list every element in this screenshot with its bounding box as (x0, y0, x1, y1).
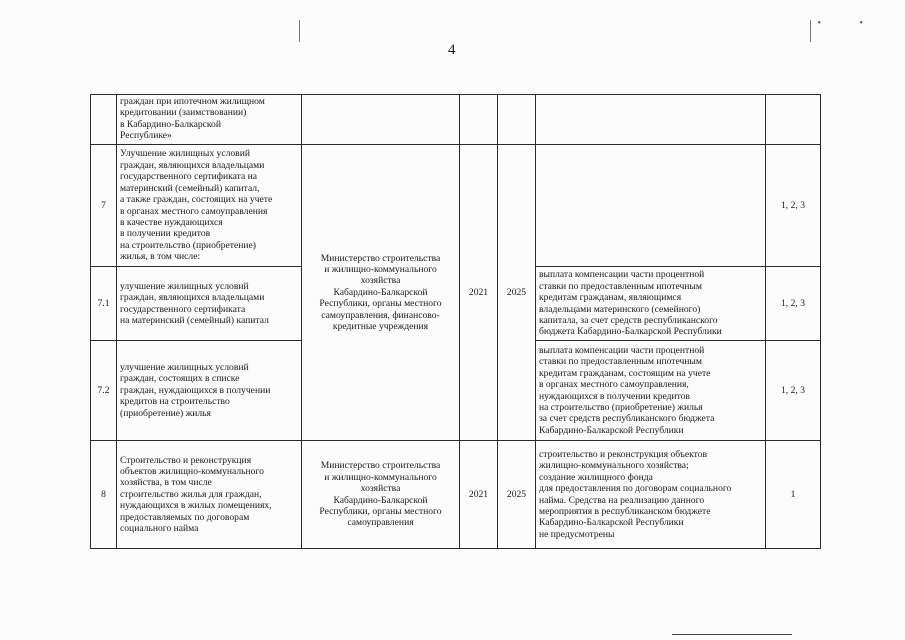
row-year-end: 2025 (498, 441, 536, 549)
row-year-start: 2021 (460, 145, 498, 441)
row-indicator: 1 (766, 441, 821, 549)
row-number: 7 (91, 145, 117, 267)
row-organization: Министерство строительства и жилищно-коммунального хозяйства Кабардино-Балкарской Республики, органы местного самоуправления, финансово- кредитные учреждения (302, 145, 460, 441)
row-description: граждан при ипотечном жилищном кредитовании (заимствовании) в Кабардино-Балкарской Республике» (117, 95, 302, 145)
row-description: улучшение жилищных условий граждан, состоящих в списке граждан, нуждающихся в получении кредитов на строительство (приобретение) жилья (117, 341, 302, 441)
page-number: 4 (448, 42, 456, 58)
row-note: выплата компенсации части процентной ставки по предоставленным ипотечным кредитам гражданам, состоящим на учете в органах местного самоуправления, нуждающихся в получении кредитов на строительство (приобретение) жилья за счет средств республиканского бюджета Кабардино-Балкарской Республики (536, 341, 766, 441)
row-number (91, 95, 117, 145)
scan-edge-mark-left (299, 20, 300, 42)
scan-corner-dots: • • (817, 18, 881, 29)
row-organization (302, 95, 460, 145)
row-year-start: 2021 (460, 441, 498, 549)
row-note: выплата компенсации части процентной ставки по предоставленным ипотечным кредитам гражданам, являющимся владельцами материнского (семейного) капитала, за счет средств республиканского бюджета Кабардино-Балкарской Республики (536, 267, 766, 341)
measures-table (90, 94, 821, 549)
row-indicator: 1, 2, 3 (766, 341, 821, 441)
row-indicator (766, 95, 821, 145)
row-indicator: 1, 2, 3 (766, 145, 821, 267)
row-organization: Министерство строительства и жилищно-коммунального хозяйства Кабардино-Балкарской Республики, органы местного самоуправления (302, 441, 460, 549)
row-note (536, 145, 766, 267)
row-note: строительство и реконструкция объектов жилищно-коммунального хозяйства; создание жилищного фонда для предоставления по договорам социального найма. Средства на реализацию данного мероприятия в республиканском бюджете Кабардино-Балкарской Республики не предусмотрены (536, 441, 766, 549)
row-description: улучшение жилищных условий граждан, являющихся владельцами государственного сертификата на материнский (семейный) капитал (117, 267, 302, 341)
row-year-end (498, 95, 536, 145)
row-indicator: 1, 2, 3 (766, 267, 821, 341)
row-description: Улучшение жилищных условий граждан, являющихся владельцами государственного сертификата на материнский (семейный) капитал, а также граждан, состоящих на учете в органах местного самоуправления в качестве нуждающихся в получении кредитов на строительство (приобретение) жилья, в том числе: (117, 145, 302, 267)
table-row (91, 145, 821, 267)
row-note (536, 95, 766, 145)
row-number: 8 (91, 441, 117, 549)
scan-bottom-line (672, 634, 792, 635)
scan-edge-mark-right (810, 20, 811, 42)
row-year-end: 2025 (498, 145, 536, 441)
row-year-start (460, 95, 498, 145)
row-description: Строительство и реконструкция объектов жилищно-коммунального хозяйства, в том числе строительство жилья для граждан, нуждающихся в жилых помещениях, предоставляемых по договорам социального найма (117, 441, 302, 549)
row-number: 7.1 (91, 267, 117, 341)
table-row (91, 441, 821, 549)
table-row (91, 95, 821, 145)
row-number: 7.2 (91, 341, 117, 441)
